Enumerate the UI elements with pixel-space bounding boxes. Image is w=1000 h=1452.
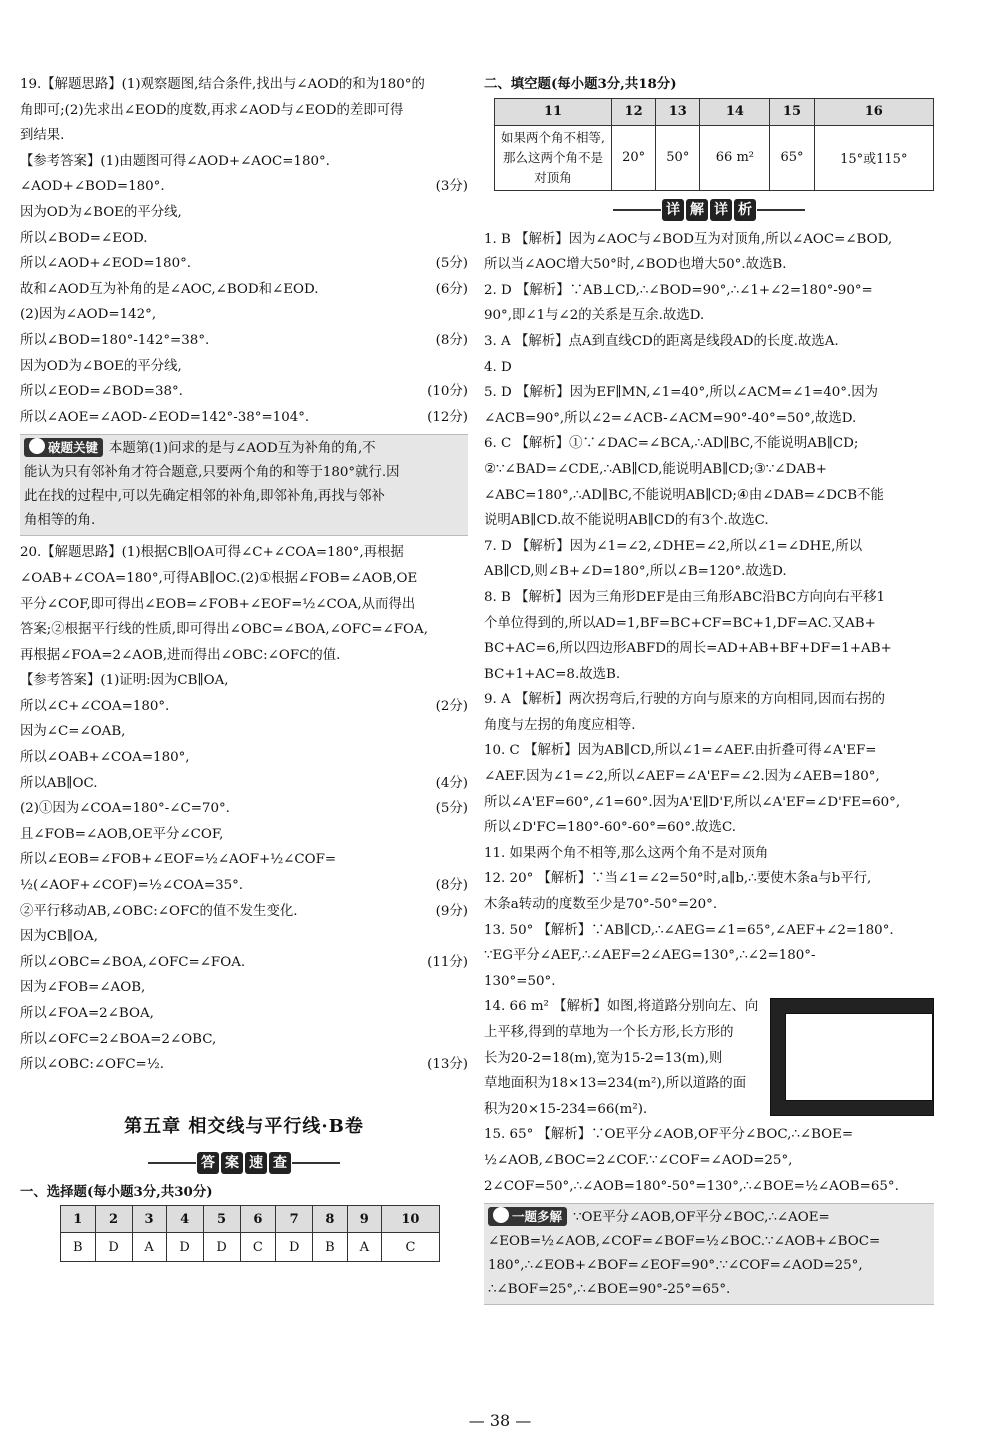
score-mark: (5分) [435, 801, 468, 817]
text-line [20, 277, 468, 303]
text-line [20, 354, 468, 380]
score-mark: (2分) [435, 698, 468, 714]
line-text: 所以∠FOA=2∠BOA, [20, 1006, 154, 1021]
right-column [484, 72, 934, 1309]
text-line [484, 303, 934, 329]
text-line [484, 1020, 774, 1046]
line-text: 9. A 【解析】两次拐弯后,行驶的方向与原来的方向相同,因而右拐的 [484, 692, 886, 708]
fill-heading: 二、填空题(每小题3分,共18分) [484, 76, 677, 92]
table-header-cell: 10 [381, 1206, 439, 1233]
text-line [20, 899, 468, 925]
line-text: ②平行移动AB,∠OBC:∠OFC的值不发生变化. [20, 903, 298, 919]
line-text: 所以∠OAB+∠COA=180°, [20, 750, 190, 766]
table-header-cell: 5 [203, 1206, 240, 1233]
score-mark: (5分) [435, 256, 468, 272]
text-line [20, 226, 468, 252]
line-text: ∵EG平分∠AEF,∴∠AEF=2∠AEG=130°,∴∠2=180°- [484, 948, 816, 964]
question-14 [484, 994, 934, 1122]
score-mark: (13分) [427, 1057, 468, 1073]
text-line [484, 738, 934, 764]
text-line [484, 764, 934, 790]
line-text: ∠AEF.因为∠1=∠2,所以∠AEF=∠A'EF=∠2.因为∠AEB=180°, [484, 769, 880, 785]
line-text: 1. B 【解析】因为∠AOC与∠BOD互为对顶角,所以∠AOC=∠BOD, [484, 231, 893, 247]
text-line [20, 98, 468, 124]
table-cell: 如果两个角不相等,那么这两个角不是对顶角 [495, 125, 612, 190]
table-header-cell: 3 [132, 1206, 166, 1233]
choice-answer-table [60, 1205, 440, 1262]
table-cell: 66 m² [700, 125, 770, 190]
table-header-cell: 15 [770, 98, 814, 125]
text-line [484, 969, 934, 995]
text-line [20, 668, 468, 694]
line-text: 14. 66 m² 【解析】如图,将道路分别向左、向 [484, 999, 759, 1015]
table-cell: 65° [770, 125, 814, 190]
line-text: 平分∠COF,即可得出∠EOB=∠FOB+∠EOF=½∠COA,从而得出 [20, 596, 416, 612]
text-line [484, 483, 934, 509]
line-text: 说明AB∥CD.故不能说明AB∥CD的有3个.故选C. [484, 513, 769, 529]
line-text: BC+AC=6,所以四边形ABFD的周长=AD+AB+BF+DF=1+AB+ [484, 641, 892, 657]
text-line [484, 457, 934, 483]
text-line [484, 841, 934, 867]
text-line [20, 719, 468, 745]
text-line [20, 643, 468, 669]
text-line [20, 1052, 468, 1078]
line-text: 所以∠EOB=∠FOB+∠EOF=½∠AOF+½∠COF= [20, 852, 337, 868]
text-line [484, 534, 934, 560]
line-text: 7. D 【解析】因为∠1=∠2,∠DHE=∠2,所以∠1=∠DHE,所以 [484, 538, 863, 554]
table-header-cell: 14 [700, 98, 770, 125]
line-text: 故和∠AOD互为补角的是∠AOC,∠BOD和∠EOD. [20, 281, 319, 297]
line-text: ∠OAB+∠COA=180°,可得AB∥OC.(2)①根据∠FOB=∠AOB,OE [20, 570, 418, 586]
table-header-cell: 1 [61, 1206, 96, 1233]
line-text: 因为CB∥OA, [20, 929, 98, 945]
text-line [484, 431, 934, 457]
text-line [484, 329, 934, 355]
line-text: 【参考答案】(1)由题图可得∠AOD+∠AOC=180°. [20, 153, 330, 169]
text-line [484, 1097, 774, 1123]
choice-heading: 一、选择题(每小题3分,共30分) [20, 1183, 213, 1200]
line-text: 10. C 【解析】因为AB∥CD,所以∠1=∠AEF.由折叠可得∠A'EF= [484, 743, 877, 759]
line-text: 且∠FOB=∠AOB,OE平分∠COF, [20, 826, 224, 842]
key-tip-line: 此在找的过程中,可以先确定相邻的补角,即邻补角,再找与邻补 [24, 489, 385, 505]
line-text: ½(∠AOF+∠COF)=½∠COA=35°. [20, 878, 244, 894]
line-text: (2)因为∠AOD=142°, [20, 307, 157, 323]
table-cell: D [166, 1233, 203, 1262]
page-number: — 38 — [468, 1411, 532, 1430]
detailed-analysis-banner: 详 解 详 析 [484, 199, 934, 221]
text-line [20, 200, 468, 226]
text-line [484, 815, 934, 841]
text-line [20, 592, 468, 618]
line-text: AB∥CD,则∠B+∠D=180°,所以∠B=120°.故选D. [484, 564, 787, 580]
table-cell: A [132, 1233, 166, 1262]
table-cell: 20° [612, 125, 656, 190]
table-cell: D [203, 1233, 240, 1262]
text-line [484, 585, 934, 611]
question-19 [20, 72, 468, 430]
line-text: 3. A 【解析】点A到直线CD的距离是线段AD的长度.故选A. [484, 333, 839, 349]
text-line [484, 227, 934, 253]
text-line [20, 149, 468, 175]
line-text: 4. D [484, 359, 512, 375]
text-line [20, 822, 468, 848]
question-15 [484, 1122, 934, 1199]
key-tip-label: 破题关键 [24, 438, 103, 457]
score-mark: (8分) [435, 332, 468, 348]
line-text: 所以∠BOD=180°-142°=38°. [20, 332, 210, 348]
text-line [20, 251, 468, 277]
table-cell: C [240, 1233, 276, 1262]
question-20 [20, 540, 468, 1077]
answer-quick-check-banner: 答 案 速 查 [20, 1152, 468, 1174]
line-text: 个单位得到的,所以AD=1,BF=BC+CF=BC+1,DF=AC.又AB+ [484, 615, 876, 631]
line-text: 所以∠OFC=2∠BOA=2∠OBC, [20, 1031, 217, 1047]
text-line [484, 1174, 934, 1200]
line-text: 所以∠AOE=∠AOD-∠EOD=142°-38°=104°. [20, 409, 310, 425]
table-cell: 50° [656, 125, 700, 190]
text-line [484, 1071, 774, 1097]
text-line [20, 379, 468, 405]
text-line [20, 540, 468, 566]
text-line [20, 873, 468, 899]
table-header-cell: 9 [347, 1206, 381, 1233]
left-column [20, 72, 468, 1262]
line-text: 再根据∠FOA=2∠AOB,进而得出∠OBC:∠OFC的值. [20, 647, 341, 663]
table-cell: 15°或115° [814, 125, 933, 190]
text-line [484, 380, 934, 406]
text-line [20, 302, 468, 328]
line-text: 所以∠EOD=∠BOD=38°. [20, 384, 183, 400]
text-line [484, 406, 934, 432]
line-text: 草地面积为18×13=234(m²),所以道路的面 [484, 1076, 747, 1092]
table-header-cell: 7 [276, 1206, 313, 1233]
text-line [20, 796, 468, 822]
text-line [484, 918, 934, 944]
line-text: 5. D 【解析】因为EF∥MN,∠1=40°,所以∠ACM=∠1=40°.因为 [484, 385, 878, 401]
table-cell: D [95, 1233, 132, 1262]
text-line [20, 745, 468, 771]
text-line [484, 994, 774, 1020]
key-tip-line: 能认为只有邻补角才符合题意,只要两个角的和等于180°就行.因 [24, 465, 400, 481]
line-text: 角即可;(2)先求出∠EOD的度数,再求∠AOD与∠EOD的差即可得 [20, 102, 404, 118]
score-mark: (11分) [427, 954, 468, 970]
text-line [20, 405, 468, 431]
line-text: ∠ABC=180°,∴AD∥BC,不能说明AB∥CD;④由∠DAB=∠DCB不能 [484, 487, 884, 503]
text-line [484, 252, 934, 278]
line-text: ½∠AOB,∠BOC=2∠COF.∵∠COF=∠AOD=25°, [484, 1152, 793, 1168]
text-line [20, 123, 468, 149]
line-text: 所以当∠AOC增大50°时,∠BOD也增大50°.故选B. [484, 257, 787, 273]
text-line [484, 943, 934, 969]
score-mark: (12分) [427, 409, 468, 425]
table-header-cell: 8 [313, 1206, 348, 1233]
line-text: 角度与左拐的角度应相等. [484, 717, 636, 733]
text-line [484, 1148, 934, 1174]
text-line [20, 771, 468, 797]
table-cell: C [381, 1233, 439, 1262]
table-header-cell: 16 [814, 98, 933, 125]
text-line [484, 713, 934, 739]
table-cell: A [347, 1233, 381, 1262]
text-line [20, 1001, 468, 1027]
line-text: ②∵∠BAD=∠CDE,∴AB∥CD,能说明AB∥CD;③∵∠DAB+ [484, 461, 827, 477]
score-mark: (3分) [435, 179, 468, 195]
score-mark: (9分) [435, 903, 468, 919]
line-text: 所以∠OBC:∠OFC=½. [20, 1057, 165, 1073]
line-text: 15. 65° 【解析】∵OE平分∠AOB,OF平分∠BOC,∴∠BOE= [484, 1127, 854, 1143]
table-header-cell: 4 [166, 1206, 203, 1233]
line-text: BC+1+AC=8.故选B. [484, 666, 621, 682]
text-line [484, 1046, 774, 1072]
line-text: 19.【解题思路】(1)观察题图,结合条件,找出与∠AOD的和为180°的 [20, 77, 425, 92]
text-line [484, 1122, 934, 1148]
line-text: 2. D 【解析】∵AB⊥CD,∴∠BOD=90°,∴∠1+∠2=180°-90°= [484, 282, 873, 298]
line-text: 因为OD为∠BOE的平分线, [20, 358, 182, 374]
line-text: 长为20-2=18(m),宽为15-2=13(m),则 [484, 1050, 723, 1066]
line-text: (2)①因为∠COA=180°-∠C=70°. [20, 801, 230, 817]
line-text: 8. B 【解析】因为三角形DEF是由三角形ABC沿BC方向向右平移1 [484, 589, 885, 605]
analysis-lines [484, 227, 934, 995]
line-text: 所以∠AOD+∠EOD=180°. [20, 256, 192, 272]
lightbulb-icon [493, 1207, 509, 1223]
score-mark: (8分) [435, 878, 468, 894]
score-mark: (4分) [435, 775, 468, 791]
table-header-cell: 2 [95, 1206, 132, 1233]
line-text: 到结果. [20, 128, 65, 144]
line-text: 【参考答案】(1)证明:因为CB∥OA, [20, 673, 229, 689]
line-text: 所以∠C+∠COA=180°. [20, 698, 170, 714]
text-line [20, 72, 468, 98]
text-line [20, 328, 468, 354]
line-text: 11. 如果两个角不相等,那么这两个角不是对顶角 [484, 845, 769, 861]
road-lawn-figure [770, 998, 934, 1116]
table-header-cell: 6 [240, 1206, 276, 1233]
text-line [20, 1027, 468, 1053]
text-line [484, 687, 934, 713]
line-text: 所以∠BOD=∠EOD. [20, 230, 148, 246]
line-text: 12. 20° 【解析】∵当∠1=∠2=50°时,a∥b,∴要使木条a与b平行, [484, 871, 872, 887]
line-text: 木条a转动的度数至少是70°-50°=20°. [484, 897, 718, 913]
line-text: 13. 50° 【解析】∵AB∥CD,∴∠AEG=∠1=65°,∠AEF+∠2=180°. [484, 922, 894, 938]
text-line [20, 617, 468, 643]
line-text: 答案;②根据平行线的性质,即可得出∠OBC=∠BOA,∠OFC=∠FOA, [20, 622, 428, 638]
text-line [20, 975, 468, 1001]
text-line [20, 950, 468, 976]
table-header-cell: 13 [656, 98, 700, 125]
line-text: ∠ACB=90°,所以∠2=∠ACB-∠ACM=90°-40°=50°,故选D. [484, 410, 857, 426]
line-text: 所以∠D'FC=180°-60°-60°=60°.故选C. [484, 820, 736, 836]
text-line [20, 174, 468, 200]
text-line [484, 790, 934, 816]
line-text: 所以∠A'EF=60°,∠1=60°.因为A'E∥D'F,所以∠A'EF=∠D'FE=60°, [484, 794, 901, 810]
line-text: 因为∠FOB=∠AOB, [20, 980, 146, 996]
line-text: 6. C 【解析】①∵∠DAC=∠BCA,∴AD∥BC,不能说明AB∥CD; [484, 436, 859, 452]
key-tip-line: 角相等的角. [24, 513, 96, 529]
fill-answer-table [494, 98, 934, 191]
line-text: 上平移,得到的草地为一个长方形,长方形的 [484, 1025, 734, 1040]
table-cell: D [276, 1233, 313, 1262]
table-cell: B [61, 1233, 96, 1262]
line-text: 20.【解题思路】(1)根据CB∥OA可得∠C+∠COA=180°,再根据 [20, 545, 404, 561]
text-line [484, 508, 934, 534]
line-text: 因为∠C=∠OAB, [20, 724, 126, 740]
line-text: 因为OD为∠BOE的平分线, [20, 204, 182, 220]
text-line [20, 924, 468, 950]
text-line [484, 278, 934, 304]
text-line [484, 636, 934, 662]
line-text: 2∠COF=50°,∴∠AOB=180°-50°=130°,∴∠BOE=½∠AOB=65°. [484, 1178, 899, 1194]
line-text: 所以∠OBC=∠BOA,∠OFC=∠FOA. [20, 954, 246, 970]
text-line [484, 866, 934, 892]
table-header-cell: 12 [612, 98, 656, 125]
key-tip-line: 本题第(1)问求的是与∠AOD互为补角的角,不 [109, 441, 376, 457]
text-line [484, 559, 934, 585]
text-line [484, 355, 934, 381]
text-line [20, 566, 468, 592]
line-text: 所以AB∥OC. [20, 775, 98, 791]
text-line [20, 847, 468, 873]
key-tip-box [20, 434, 468, 536]
line-text: 130°=50°. [484, 973, 556, 989]
line-text: 积为20×15-234=66(m²). [484, 1101, 648, 1117]
score-mark: (6分) [435, 281, 468, 297]
line-text: 90°,即∠1与∠2的关系是互余.故选D. [484, 308, 705, 324]
lightbulb-icon [29, 438, 45, 454]
text-line [484, 892, 934, 918]
score-mark: (10分) [427, 384, 468, 400]
multi-solution-label: 一题多解 [488, 1207, 567, 1226]
text-line [484, 611, 934, 637]
table-header-cell: 11 [495, 98, 612, 125]
line-text: ∠AOD+∠BOD=180°. [20, 179, 165, 195]
table-cell: B [313, 1233, 348, 1262]
chapter-title: 第五章 相交线与平行线·B卷 [124, 1115, 364, 1137]
text-line [20, 694, 468, 720]
multi-solution-box: 一题多解 ∵OE平分∠AOB,OF平分∠BOC,∴∠AOE= ∠EOB=½∠AOB,∠COF=∠BOF=½∠BOC.∵∠AOB+∠BOC= 180°,∴∠EOB+∠BOF=∠EOF=90°.∵∠COF=∠AOD=25°, ∴∠BOF=25°,∴∠BOE=90°-25°=65°. [484, 1203, 934, 1305]
text-line [484, 662, 934, 688]
